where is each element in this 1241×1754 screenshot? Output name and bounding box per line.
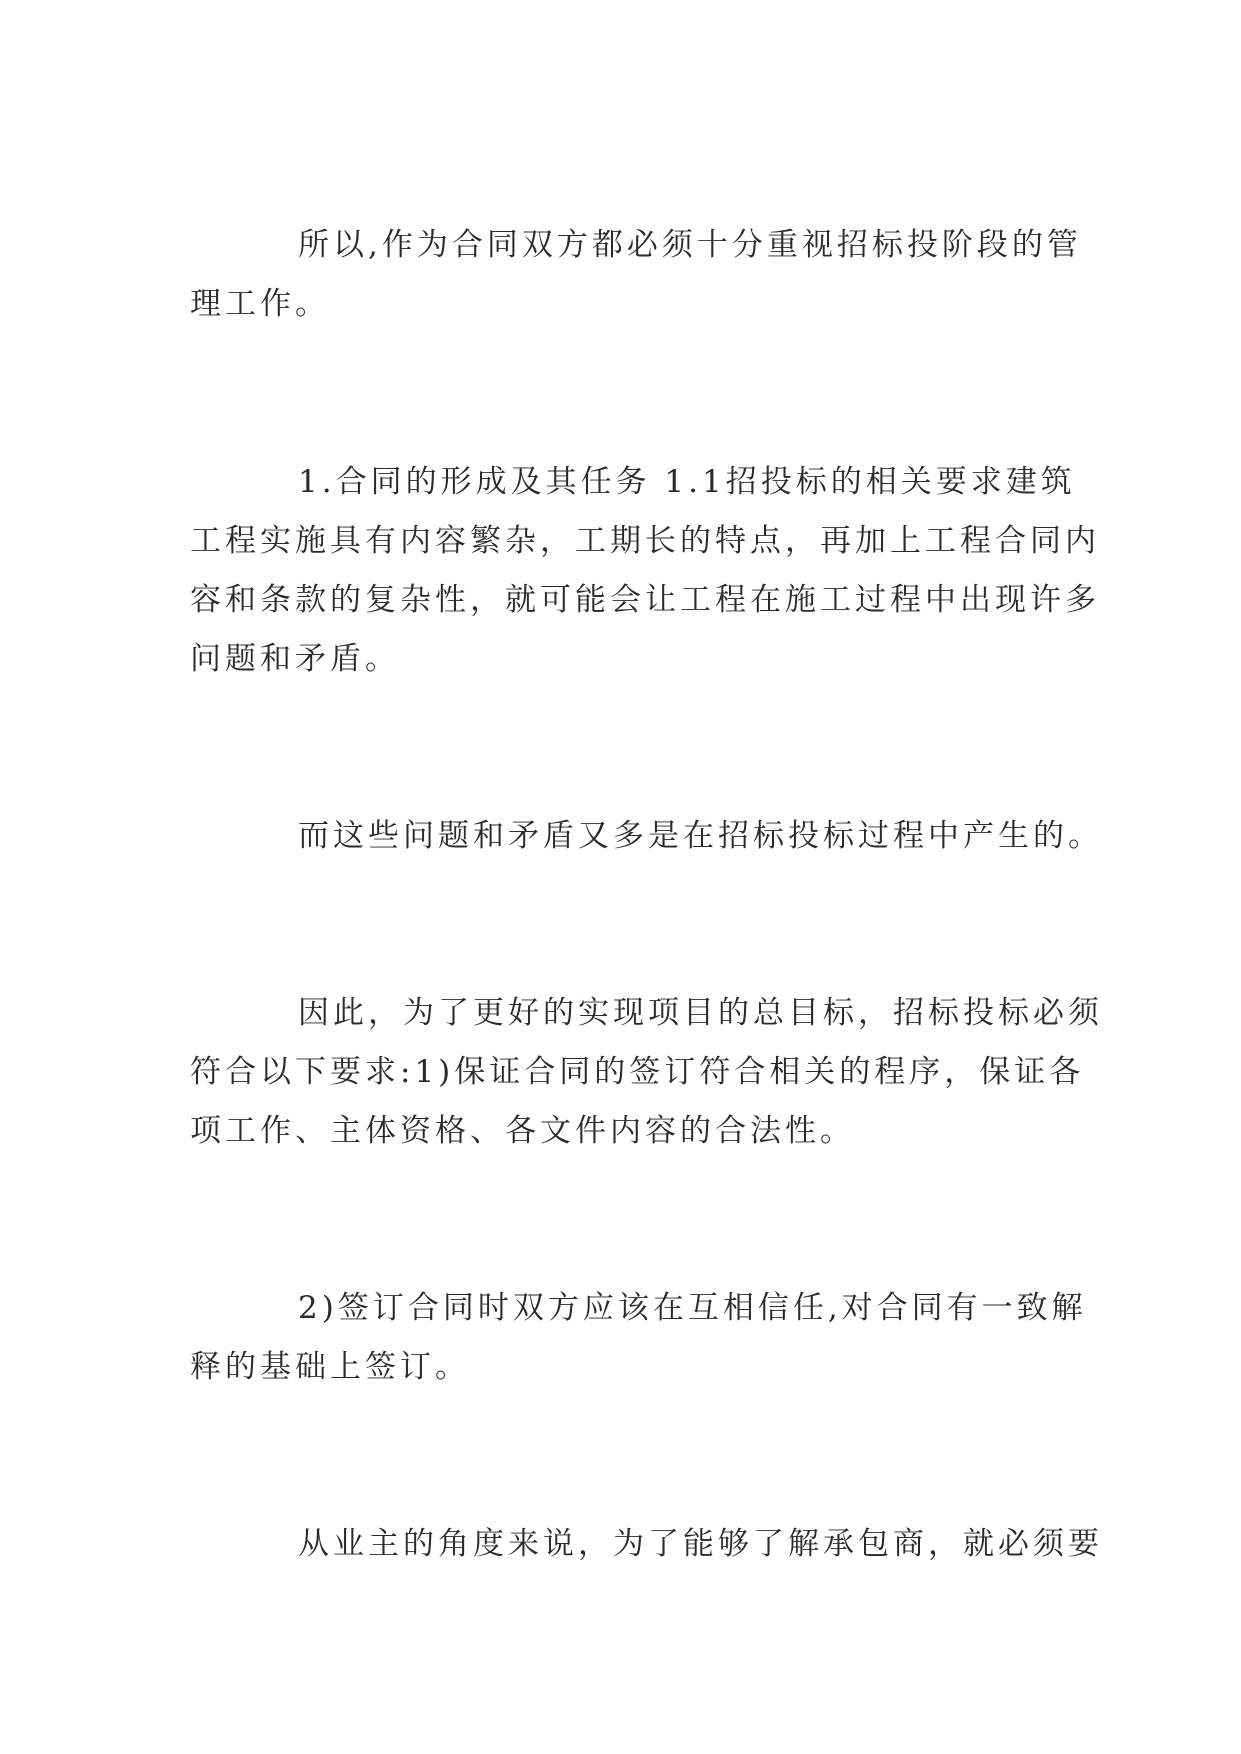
paragraph-5-line-1: 2)签订合同时双方应该在互相信任,对合同有一致解 (298, 1290, 1087, 1326)
paragraph-2-line-3: 容和条款的复杂性，就可能会让工程在施工过程中出现许多 (190, 582, 1100, 618)
paragraph-1-line-2: 理工作。 (190, 286, 330, 322)
paragraph-2-line-1: 1.合同的形成及其任务 1.1招投标的相关要求建筑 (298, 464, 1076, 500)
paragraph-4-line-3: 项工作、主体资格、各文件内容的合法性。 (190, 1113, 855, 1149)
paragraph-6-line-1: 从业主的角度来说，为了能够了解承包商，就必须要 (298, 1526, 1103, 1562)
paragraph-2-line-4: 问题和矛盾。 (190, 641, 400, 677)
paragraph-1-line-1: 所以,作为合同双方都必须十分重视招标投阶段的管 (298, 227, 1082, 263)
paragraph-3-line-1: 而这些问题和矛盾又多是在招标投标过程中产生的。 (298, 818, 1103, 854)
paragraph-2-line-2: 工程实施具有内容繁杂，工期长的特点，再加上工程合同内 (190, 523, 1100, 559)
paragraph-4-line-2: 符合以下要求:1)保证合同的签订符合相关的程序，保证各 (190, 1054, 1085, 1090)
paragraph-4-line-1: 因此，为了更好的实现项目的总目标，招标投标必须 (298, 995, 1103, 1031)
paragraph-5-line-2: 释的基础上签订。 (190, 1349, 470, 1385)
